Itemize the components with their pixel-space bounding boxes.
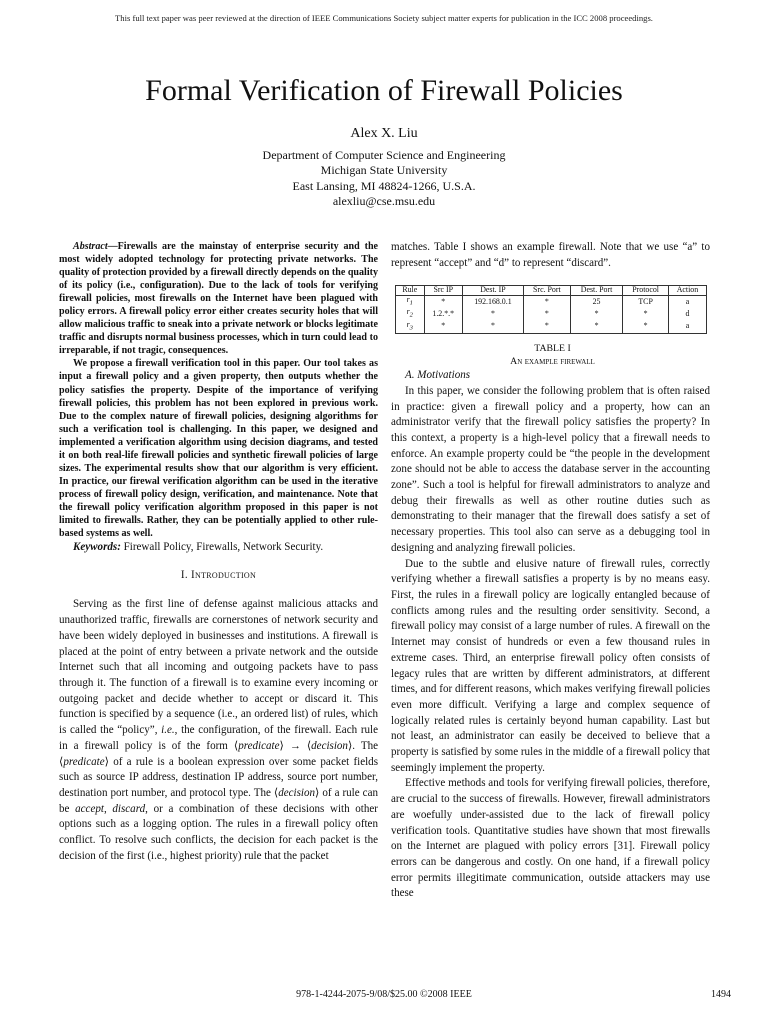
table-cell: * (523, 308, 570, 320)
abstract-label: Abstract (73, 241, 108, 252)
table-cell: * (570, 308, 623, 320)
copyright-footer: 978-1-4244-2075-9/08/$25.00 ©2008 IEEE (296, 989, 472, 1000)
author-email: alexliu@cse.msu.edu (332, 194, 436, 209)
keywords-label: Keywords: (73, 541, 121, 554)
table-cell: * (424, 321, 462, 334)
peer-review-note: This full text paper was peer reviewed at the direction of IEEE Communications Society subject matter experts for publication in the ICC 2008 proceedings. (115, 13, 653, 23)
abstract-paragraph-2: We propose a firewall verification tool in this paper. Our tool takes as input a firewall policy and a given property, then outputs whether the policy satisfies the property. Despite of the importance of verifying firewall policies, this problem has not been explored in previous work. Due to the complex nature of firewall policies, designing algorithms for such a verification tool is challenging. In this paper, we designed and implemented a verification algorithm using decision diagrams, and tested it on both real-life firewall policies and synthetic firewall policies of large sizes. The experimental results show that our algorithm is very efficient. In practice, our firewal verification algorithm can be used in the iterative process of firewall policy design, verification, and maintenance. Note that the firewall policy verification algorithm proposed in this paper is not limited to firewalls. Rather, they can be potentially applied to other rule-based systems as well. (59, 358, 378, 540)
paper-title: Formal Verification of Firewall Policies (145, 74, 623, 107)
table-caption (395, 343, 710, 368)
table-cell: a (668, 321, 706, 334)
right-column (391, 240, 710, 902)
table-header: Protocol (623, 286, 669, 296)
table-cell: * (623, 308, 669, 320)
table-cell: * (462, 308, 523, 320)
affiliation-address: East Lansing, MI 48824-1266, U.S.A. (292, 178, 476, 193)
table-cell: 25 (570, 296, 623, 309)
table-header: Rule (396, 286, 425, 296)
table-cell: 1.2.*.* (424, 308, 462, 320)
abstract-paragraph-1 (59, 240, 378, 357)
abstract (59, 240, 378, 540)
table-header: Src IP (424, 286, 462, 296)
rule-id-cell: $r_3$ (396, 321, 425, 334)
rule-id-cell: $r_2$ (396, 308, 425, 320)
intro-paragraph: Serving as the first line of defense against malicious attacks and unauthorized traffic, firewalls are cornerstones of network security and have been widely deployed in businesses and institutions. A firewall is placed at the point of entry between a private network and the outside Internet such that all incoming and outgoing packets have to pass through it. The function of a firewall is to examine every incoming or outgoing packet and decide whether to accept or discard it. This function is specified by a sequence (i.e., an ordered list) of rules, which is called the “policy”, i.e., the configuration, of the firewall. Each rule in a firewall policy is of the form ⟨predicate⟩ → ⟨decision⟩. The ⟨predicate⟩ of a rule is a boolean expression over some packet fields such as source IP address, destination IP address, source port number, destination port number, and protocol type. The ⟨decision⟩ of a rule can be accept, discard, or a combination of these decisions with other options such as a logging option. The rules in a firewall policy often conflict. To resolve such conflicts, the decision for each packet is the decision of the first (i.e., highest priority) rule that the packet (59, 598, 378, 862)
table-row (396, 308, 707, 320)
table-row (396, 296, 707, 309)
intro-continuation: matches. Table I shows an example firewall. Note that we use “a” to represent “accept” and “d” to represent “discard”. (391, 241, 710, 269)
page-number: 1494 (711, 989, 731, 1000)
section-title: Introduction (191, 568, 257, 581)
table-cell: d (668, 308, 706, 320)
table-cell: TCP (623, 296, 669, 309)
left-column (59, 240, 378, 864)
table-cell: 192.168.0.1 (462, 296, 523, 309)
affiliation-university: Michigan State University (320, 163, 448, 178)
table-caption-text: An example firewall (510, 355, 595, 367)
keywords-text: Firewall Policy, Firewalls, Network Security. (123, 541, 324, 554)
section-heading-introduction (59, 568, 378, 584)
keywords (59, 540, 378, 556)
table-header: Src. Port (523, 286, 570, 296)
affiliation-department: Department of Computer Science and Engineering (262, 148, 506, 162)
example-firewall-table (395, 285, 707, 334)
table-cell: * (523, 321, 570, 334)
table-caption-label: TABLE I (534, 342, 571, 354)
table-header: Dest. Port (570, 286, 623, 296)
example-firewall-table-wrapper (391, 285, 710, 368)
table-header-row (396, 286, 707, 296)
table-cell: * (523, 296, 570, 309)
subsection-heading-motivations: A. Motivations (405, 369, 471, 382)
table-header: Action (668, 286, 706, 296)
table-cell: * (623, 321, 669, 334)
author-name: Alex X. Liu (350, 126, 418, 141)
table-cell: * (570, 321, 623, 334)
body-paragraph: Effective methods and tools for verifying firewall policies, therefore, are crucial to the success of firewalls. However, firewall administrators are woefully under-assisted due to the lack of firewall policy verification tools. Quantitative studies have shown that most firewalls on the Internet are plagued with policy errors [31]. Firewall policy errors can be dangerous and costly. On one hand, if a firewall policy error permits illegitimate communication, outside attackers may use these (391, 777, 710, 900)
table-header: Dest. IP (462, 286, 523, 296)
table-cell: * (424, 296, 462, 309)
body-paragraph: Due to the subtle and elusive nature of firewall rules, correctly verifying whether a firewall satisfies a property is by no means easy. First, the rules in a firewall policy are logically entangled because of conflicts among rules and the resulting order sensitivity. Second, a firewall policy may consist of a large number of rules. A firewall on the Internet may consist of hundreds or even a few thousand rules in extreme cases. Third, an enterprise firewall policy often consists of legacy rules that are written by different administrators, at different times, and for different reasons, which makes verifying firewall policies even more difficult. Verifying a large and complex sequence of logically related rules is certainly beyond human capability. Last but not least, an administrator can easily be deceived to believe that a property is satisfied by some rules in the middle of a firewall policy that seemingly implement the property. (391, 557, 710, 774)
table-cell: * (462, 321, 523, 334)
abstract-text: —Firewalls are the mainstay of enterprise security and the most widely adopted technology for protecting private networks. The quality of protection provided by a firewall directly depends on the quality of its policy (i.e., configuration). Due to the lack of tools for verifying firewall policies, most firewalls on the Internet have been plagued with policy errors. A firewall policy error either creates security holes that will allow malicious traffic to sneak into a private network or blocks legitimate traffic and disrupts normal business processes, which in turn could lead to irreparable, if not tragic, consequences. (59, 241, 378, 357)
body-paragraph: In this paper, we consider the following problem that is often raised in practice: given a firewall policy and a property, how can an administrator verify that the firewall policy satisfies the property? In this context, a property is a high-level policy that a firewall needs to enforce. An example property could be “the people in the development zone should not be able to access the database server in the accounting zone”. Such a tool is helpful for firewall administrators to analyze and debug their firewalls as well as other routine duties such as demonstrating to their manager that the firewall does satisfy a set of necessary properties. This tool also can serve as a debugging tool in designing and analyzing firewall policies. (391, 384, 710, 554)
affiliation-block (0, 148, 768, 210)
rule-id-cell: $r_1$ (396, 296, 425, 309)
section-number: I. (180, 568, 188, 581)
table-cell: a (668, 296, 706, 309)
table-row (396, 321, 707, 334)
